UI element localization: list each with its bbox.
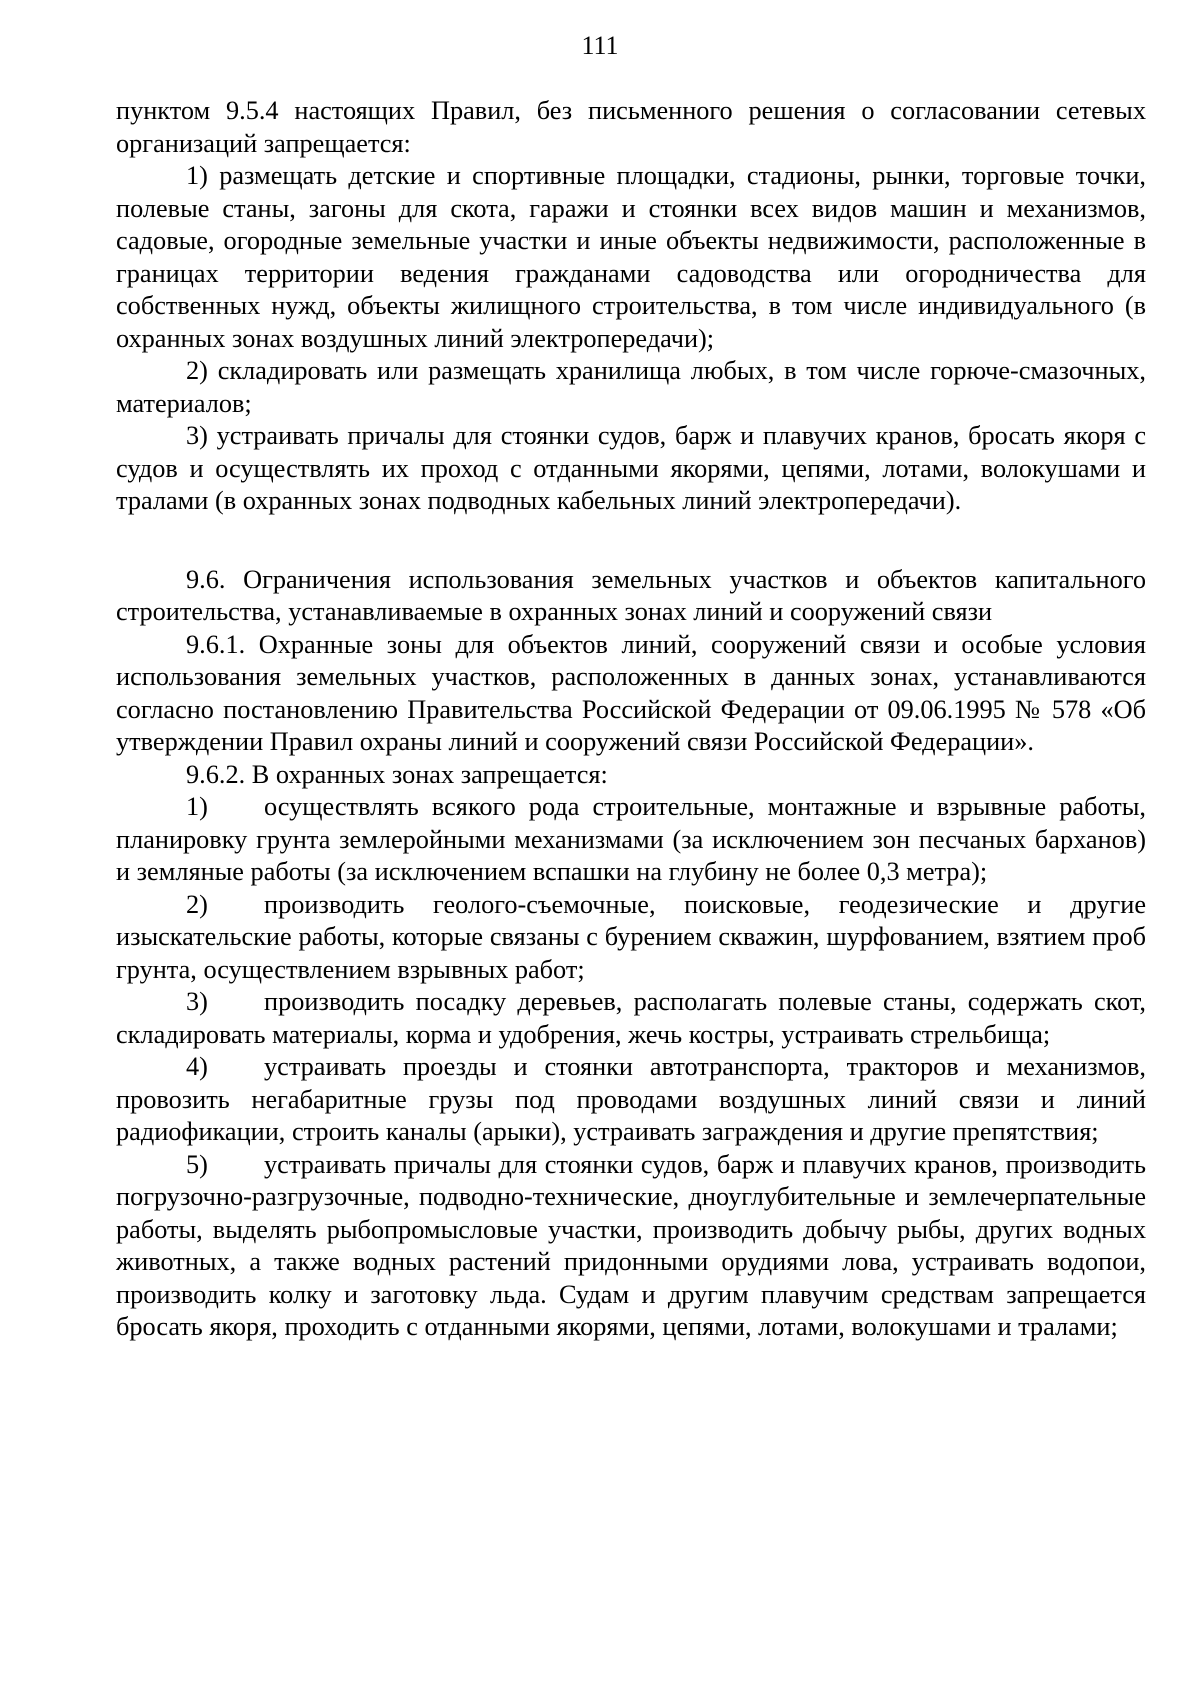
list-item-2-power: 2) складировать или размещать хранилища любых, в том числе горюче-смазочных, материалов; <box>116 356 1146 418</box>
section-heading-9-6: 9.6. Ограничения использования земельных участков и объектов капитального строительства, устанавливаемые в охранных зонах линий и сооружений связи <box>116 564 1146 626</box>
list-item-5-comm <box>116 1149 1146 1344</box>
item-number: 3) <box>186 987 208 1016</box>
item-number: 2) <box>186 889 208 919</box>
list-item-2-comm <box>116 889 1146 987</box>
list-item-1-comm <box>116 791 1146 889</box>
paragraph-9-6-1: 9.6.1. Охранные зоны для объектов линий, сооружений связи и особые условия использования земельных участков, расположенных в данных зонах, устанавливаются согласно постановлению Правительства Российской Федерации от 09.06.1995 № 578 «Об утверждении Правил охраны линий и сооружений связи Российской Федерации». <box>116 629 1146 756</box>
page-number: 111 <box>581 31 619 60</box>
list-item-1-power: 1) размещать детские и спортивные площадки, стадионы, рынки, торговые точки, полевые станы, загоны для скота, гаражи и стоянки всех видов машин и механизмов, садовые, огородные земельные участки и иные объекты недвижимости, расположенные в границах территории ведения гражданами садоводства или огородничества для собственных нужд, объекты жилищного строительства, в том числе индивидуального (в охранных зонах воздушных линий электропередачи); <box>116 161 1146 353</box>
item-text: производить посадку деревьев, располагать полевые станы, содержать скот, складировать материалы, корма и удобрения, жечь костры, устраивать стрельбища; <box>116 987 1146 1049</box>
document-body <box>116 95 1146 1344</box>
list-item-3-comm <box>116 986 1146 1051</box>
section-spacer <box>116 518 1146 564</box>
item-number: 5) <box>186 1149 208 1179</box>
list-item-4-comm <box>116 1051 1146 1149</box>
paragraph-9-6-2: 9.6.2. В охранных зонах запрещается: <box>186 759 608 789</box>
list-item-3-power: 3) устраивать причалы для стоянки судов, барж и плавучих кранов, бросать якоря с судов и осуществлять их проход с отданными якорями, цепями, лотами, волокушами и тралами (в охранных зонах подводных кабельных линий электропередачи). <box>116 421 1146 515</box>
paragraph-intro: пунктом 9.5.4 настоящих Правил, без письменного решения о согласовании сетевых организаций запрещается: <box>116 96 1146 158</box>
item-text: устраивать проезды и стоянки автотранспорта, тракторов и механизмов, провозить негабаритные грузы под проводами воздушных линий связи и линий радиофикации, строить каналы (арыки), устраивать заграждения и другие препятствия; <box>116 1052 1146 1146</box>
item-text: устраивать причалы для стоянки судов, барж и плавучих кранов, производить погрузочно-разгрузочные, подводно-технические, дноуглубительные и землечерпательные работы, выделять рыбопромысловые участки, производить добычу рыбы, других водных животных, а также водных растений придонными орудиями лова, устраивать водопои, производить колку и заготовку льда. Судам и другим плавучим средствам запрещается бросать якоря, проходить с отданными якорями, цепями, лотами, волокушами и тралами; <box>116 1149 1146 1341</box>
item-number: 1) <box>186 792 208 821</box>
item-text: производить геолого-съемочные, поисковые, геодезические и другие изыскательские работы, которые связаны с бурением скважин, шурфованием, взятием проб грунта, осуществлением взрывных работ; <box>116 889 1146 984</box>
item-number: 4) <box>186 1052 208 1081</box>
item-text: осуществлять всякого рода строительные, монтажные и взрывные работы, планировку грунта землеройными механизмами (за исключением зон песчаных барханов) и земляные работы (за исключением вспашки на глубину не более 0,3 метра); <box>116 792 1146 886</box>
